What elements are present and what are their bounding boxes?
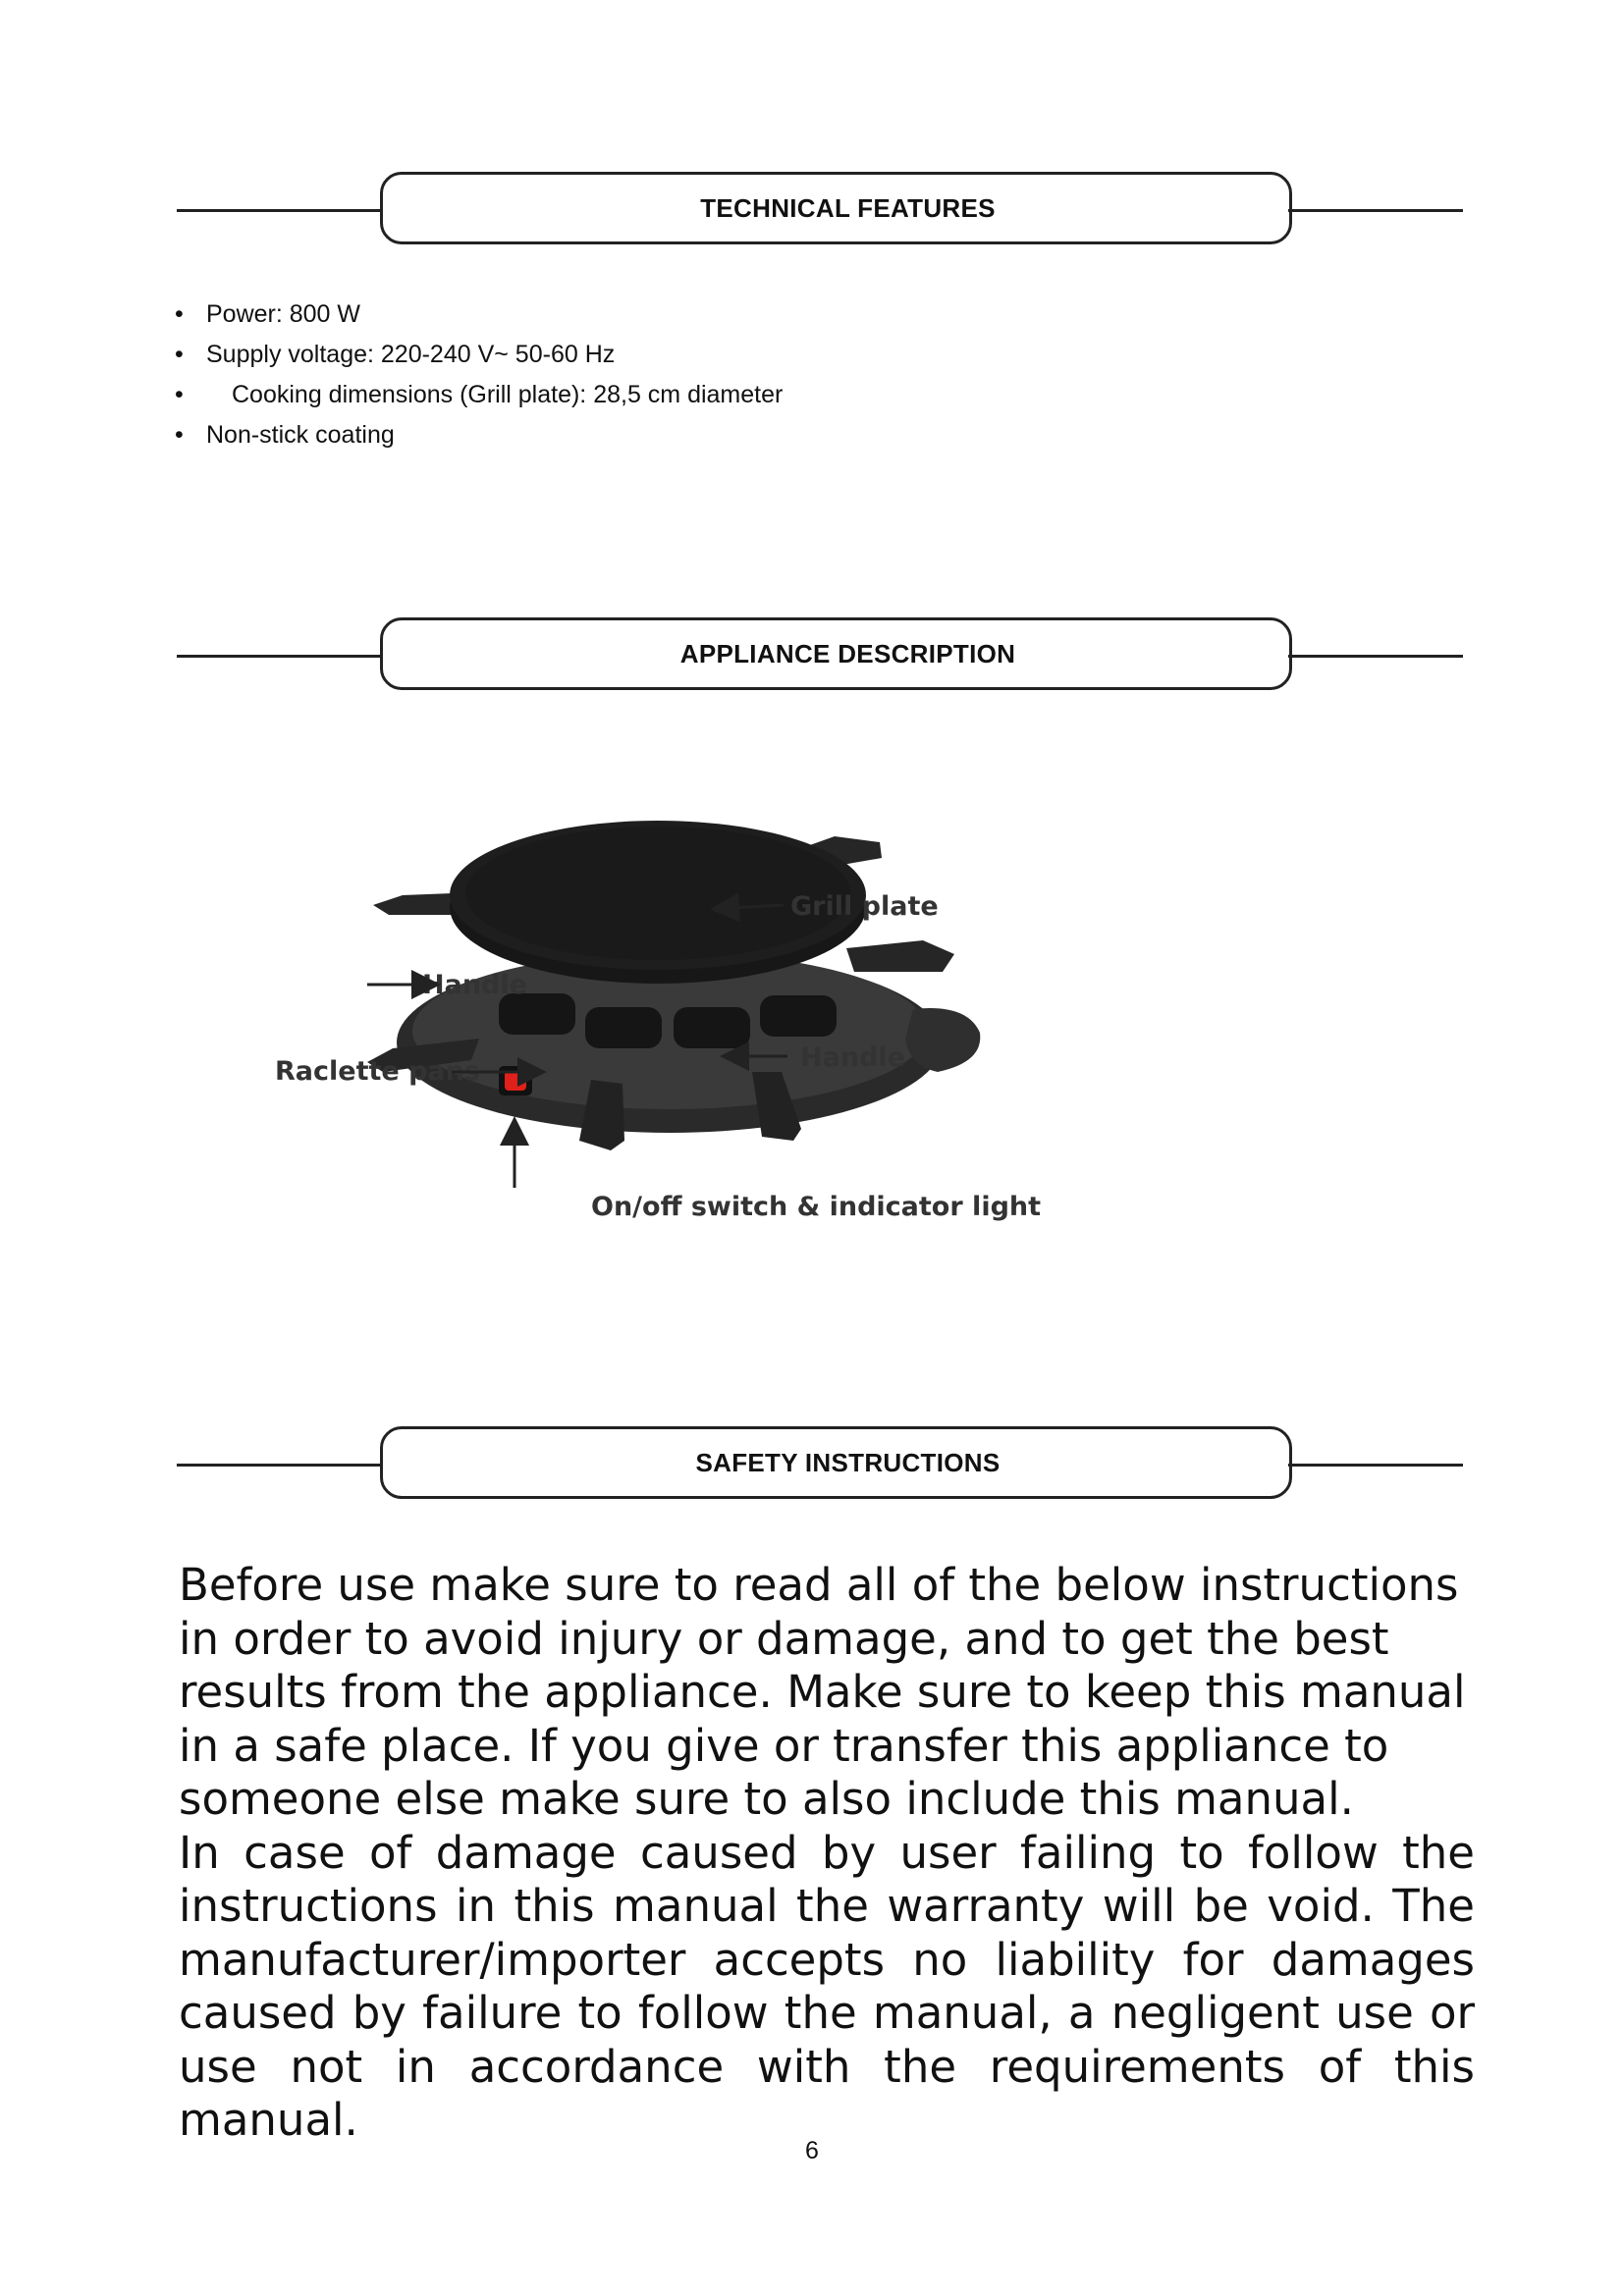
divider-line (1288, 655, 1463, 658)
raclette-pan (585, 1007, 662, 1048)
list-item: • Supply voltage: 220-240 V~ 50-60 Hz (175, 335, 783, 375)
section-title: SAFETY INSTRUCTIONS (695, 1447, 1001, 1477)
raclette-pan (674, 1007, 750, 1048)
divider-line (177, 655, 383, 658)
bullet-icon: • (175, 421, 184, 449)
label-handle-right: Handle (800, 1042, 905, 1073)
on-off-switch (505, 1071, 526, 1091)
safety-paragraph: In case of damage caused by user failing to follow the instructions in this manual the warranty will be void. The manufacturer/importer accepts no liability for damages caused by failure to follow the manual, a negligent use or use not in accordance with the requirements of this manual. (179, 1826, 1475, 2146)
section-title: APPLIANCE DESCRIPTION (679, 638, 1016, 668)
section-header-technical-features (177, 172, 1463, 250)
list-item: • Non-stick coating (175, 415, 783, 455)
label-switch: On/off switch & indicator light (591, 1192, 1042, 1222)
section-header-appliance-description (177, 617, 1463, 696)
appliance-diagram (245, 785, 1375, 1256)
label-handle-left: Handle (422, 970, 527, 1000)
feature-list (175, 294, 783, 455)
section-title-box (380, 1426, 1292, 1499)
section-title-box (380, 172, 1292, 244)
safety-instructions-body (179, 1559, 1475, 2148)
divider-line (1288, 1464, 1463, 1467)
label-raclette-pans: Raclette pans (275, 1056, 480, 1087)
bullet-icon: • (175, 341, 184, 368)
divider-line (1288, 209, 1463, 212)
divider-line (177, 209, 383, 212)
list-item: • Power: 800 W (175, 294, 783, 335)
section-title: TECHNICAL FEATURES (700, 192, 996, 223)
pan-handle (846, 940, 954, 972)
divider-line (177, 1464, 383, 1467)
list-item: • Cooking dimensions (Grill plate): 28,5 cm diameter (175, 375, 783, 415)
section-header-safety-instructions (177, 1426, 1463, 1505)
safety-paragraph: Before use make sure to read all of the below instructions in order to avoid injury or damage, and to get the best results from the appliance. Make sure to keep this manual in a safe place. If you give or transfer this appliance to someone else make sure to also include this manual. (179, 1559, 1466, 1825)
label-grill-plate: Grill plate (790, 891, 939, 922)
bullet-icon: • (175, 300, 184, 328)
page-number: 6 (805, 2137, 819, 2164)
section-title-box (380, 617, 1292, 690)
raclette-pan (760, 995, 837, 1037)
bullet-icon: • (175, 381, 184, 408)
